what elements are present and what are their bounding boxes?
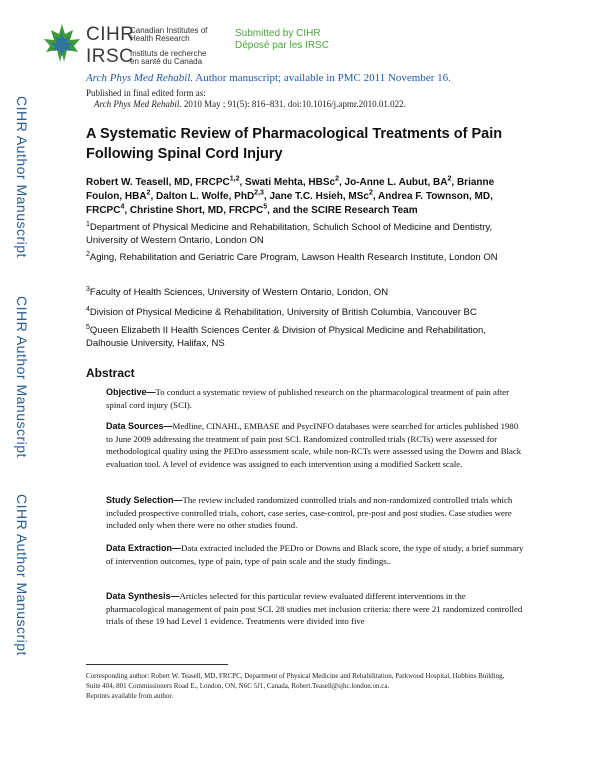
maple-leaf-logo-icon: [40, 22, 84, 66]
section-label: Data Extraction—: [106, 543, 182, 553]
section-label: Data Sources—: [106, 421, 173, 431]
author-name: Robert W. Teasell, MD, FRCPC: [86, 177, 230, 188]
section-label: Objective—: [106, 387, 156, 397]
logo-french-line-1: Instituts de recherche: [130, 49, 207, 58]
submitted-en: Submitted by CIHR: [235, 28, 321, 39]
citation-journal: Arch Phys Med Rehabil.: [94, 99, 182, 109]
author-separator: ,: [451, 177, 457, 188]
section-text: To conduct a systematic review of published research on the pharmacological treatment of pain after spinal cord injury (SCI).: [106, 387, 510, 410]
author-name: and the SCIRE Research Team: [272, 205, 418, 216]
affiliation-text: Department of Physical Medicine and Rehabilitation, Schulich School of Medicine and Dentistry, University of Western Ontario, London ON: [86, 222, 493, 246]
affiliation-4: [86, 306, 526, 319]
submitted-by-label: [235, 28, 329, 52]
section-text: Articles selected for this particular review evaluated different interventions in the pharmacological management of pain post SCI. 28 studies met inclusion criteria: there were 21 randomized controlled trials of these 19 had Level 1 evidence. Treatments were divided into five: [106, 591, 523, 626]
logo-irsc-text: IRSC: [86, 46, 134, 67]
author-affiliation-sup: 2: [335, 175, 339, 183]
logo-cihr-text: CIHR: [86, 24, 135, 45]
abstract-heading: Abstract: [86, 366, 135, 380]
author-affiliation-sup: 2: [146, 189, 151, 197]
citation-details: 2010 May ; 91(5): 816–831. doi:10.1016/j.apmr.2010.01.022.: [181, 99, 406, 109]
published-label: Published in final edited form as:: [86, 88, 206, 98]
affiliation-1: [86, 221, 526, 247]
affiliation-5: [86, 324, 526, 350]
affiliation-text: Aging, Rehabilitation and Geriatric Care Program, Lawson Health Research Institute, London ON: [89, 252, 498, 263]
author-name: Swati Mehta, HBSc: [245, 177, 336, 188]
cihr-logo: [40, 22, 230, 72]
affiliation-number: 3: [86, 285, 90, 293]
footnote: [86, 671, 516, 701]
logo-french-line-2: en santé du Canada: [130, 57, 203, 66]
affiliation-number: 2: [86, 250, 90, 258]
sidebar-label-3: CIHR Author Manuscript: [14, 494, 30, 656]
author-separator: ,: [150, 191, 157, 202]
section-label: Study Selection—: [106, 495, 183, 505]
author-name: Brianne Foulon, HBA: [86, 177, 495, 202]
section-label: Data Synthesis—: [106, 591, 180, 601]
citation: [94, 99, 406, 109]
author-affiliation-sup: 4: [120, 203, 125, 211]
section-text: Data extracted included the PEDro or Downs and Black score, the type of study, a brief summary of intervention outcomes, type of pain, type of pain scale and the study findings..: [106, 543, 524, 566]
affiliation-number: 5: [86, 323, 90, 331]
manuscript-note: Author manuscript; available in PMC 2011 November 16.: [193, 72, 451, 84]
logo-english-line-1: Canadian Institutes of: [130, 26, 208, 35]
affiliation-text: Faculty of Health Sciences, University of Western Ontario, London, ON: [89, 287, 389, 298]
author-separator: ,: [338, 177, 345, 188]
author-separator: ,: [239, 177, 246, 188]
footnote-divider: [86, 664, 228, 665]
correspondence-note: Corresponding author: Robert W. Teasell, MD, FRCPC, Department of Physical Medicine and Rehabilitation, Parkwood Hospital, Hobbins Building, Suite 404, 801 Commissioners Road E., London, ON, N6C 5J1, Canada, Robert.Teasell@sjhc.london.on.ca.: [86, 672, 505, 690]
author-name: Christine Short, MD, FRCPC: [129, 205, 264, 216]
abstract-data-synthesis: [106, 590, 526, 628]
affiliation-text: Queen Elizabeth II Health Sciences Center & Division of Physical Medicine and Rehabilitation, Dalhousie University, Halifax, NS: [86, 325, 486, 349]
author-affiliation-sup: 2,3: [254, 189, 264, 197]
author-separator: ,: [267, 205, 273, 216]
author-separator: ,: [124, 205, 130, 216]
journal-manuscript-line[interactable]: [86, 72, 451, 84]
author-affiliation-sup: 2: [368, 189, 373, 197]
section-text: The review included randomized controlled trials and non-randomized controlled trials which included prospective controlled trials, cohort, case series, case-control, pre-post and post studies. Case studies were included only when there were no other studies found.: [106, 495, 513, 530]
affiliation-3: [86, 286, 526, 299]
sidebar-label-2: CIHR Author Manuscript: [14, 296, 30, 458]
author-separator: ,: [263, 191, 270, 202]
author-affiliation-sup: 5: [263, 203, 268, 211]
submitted-fr: Déposé par les IRSC: [235, 40, 329, 51]
abstract-data-extraction: [106, 542, 526, 567]
author-affiliation-sup: 1,2: [229, 175, 240, 183]
author-name: Jo-Anne L. Aubut, BA: [344, 177, 448, 188]
abstract-study-selection: [106, 494, 526, 532]
author-affiliation-sup: 2: [447, 175, 452, 183]
journal-abbrev: Arch Phys Med Rehabil.: [86, 72, 194, 84]
logo-english-line-2: Health Research: [130, 34, 190, 43]
affiliation-number: 1: [86, 220, 90, 228]
reprints-note: Reprints available from author.: [86, 692, 174, 700]
abstract-objective: [106, 386, 526, 411]
author-name: Jane T.C. Hsieh, MSc: [269, 191, 369, 202]
affiliation-2: [86, 251, 526, 264]
abstract-data-sources: [106, 420, 526, 470]
author-list: [86, 176, 516, 218]
section-text: Medline, CINAHL, EMBASE and PsycINFO databases were searched for articles published 1980 to June 2009 addressing the treatment of pain post SCI. Randomized controlled trials (RCTs) were assessed for methodological quality using the PEDro assessment scale, while non-RCTs were assessed using the Downs and Black evaluation tool. A level of evidence was assigned to each intervention using a modified Sackett scale.: [106, 421, 522, 469]
author-name: Andrea F. Townson, MD, FRCPC: [86, 191, 493, 216]
affiliation-number: 4: [86, 305, 90, 313]
sidebar-label-1: CIHR Author Manuscript: [14, 96, 30, 258]
article-title: A Systematic Review of Pharmacological Treatments of Pain Following Spinal Cord Injury: [86, 126, 503, 162]
author-name: Dalton L. Wolfe, PhD: [156, 191, 255, 202]
affiliation-text: Division of Physical Medicine & Rehabilitation, University of British Columbia, Vancouver BC: [89, 307, 477, 318]
author-separator: ,: [372, 191, 379, 202]
